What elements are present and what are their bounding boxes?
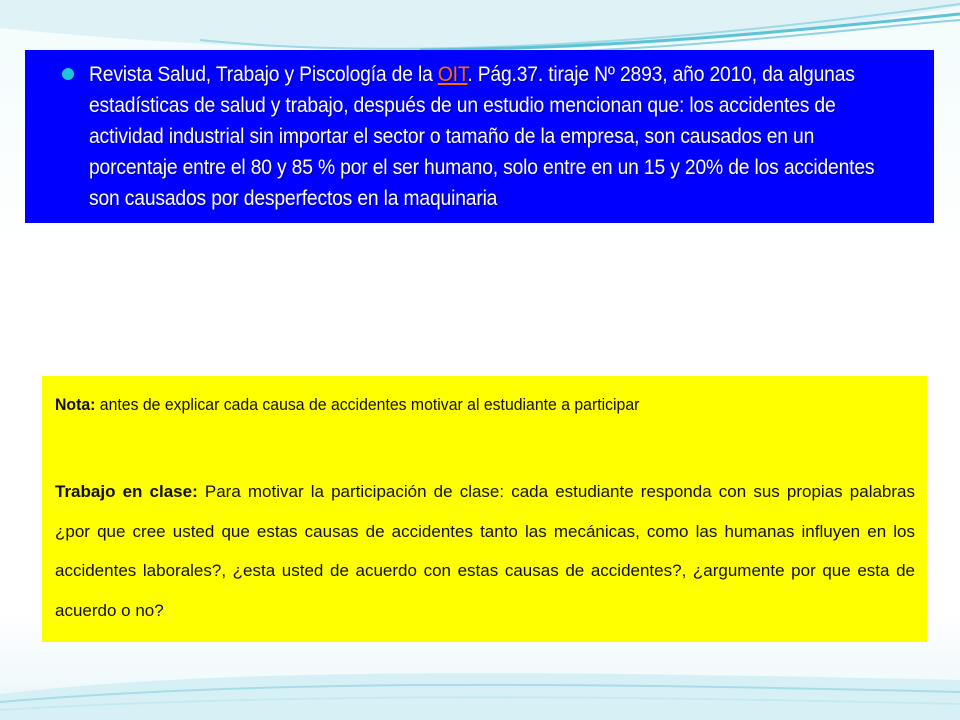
- citation-paragraph: [89, 59, 899, 214]
- nota-label: Nota:: [55, 395, 96, 414]
- oit-link[interactable]: OIT: [437, 63, 468, 86]
- citation-text-rest: . Pág.37. tiraje Nº 2893, año 2010, da algunas estadísticas de salud y trabajo, después de un estudio mencionan que: los accidentes de actividad industrial sin importar el sector o tamaño de la empresa, son causados en un porcentaje entre el 80 y 85 % por el ser humano, solo entre en un 15 y 20% de los accidentes son causados por desperfectos en la maquinaria: [89, 63, 875, 210]
- trabajo-label: Trabajo en clase:: [55, 482, 198, 501]
- trabajo-text: Para motivar la participación de clase: cada estudiante responda con sus propias palabras ¿por que cree usted que estas causas de accidentes tanto las mecánicas, como las humanas influyen en los accidentes laborales?, ¿esta usted de acuerdo con estas causas de accidentes?, ¿argumente por que esta de acuerdo o no?: [55, 482, 915, 620]
- bullet-icon: [62, 68, 74, 80]
- nota-text: antes de explicar cada causa de accidentes motivar al estudiante a participar: [95, 395, 640, 414]
- note-box: [42, 376, 927, 642]
- bottom-swoosh-decoration: [0, 640, 960, 720]
- nota-paragraph: [55, 390, 911, 420]
- citation-text-start: Revista Salud, Trabajo y Piscología de la: [89, 63, 438, 86]
- trabajo-paragraph: [55, 472, 915, 630]
- citation-box: [25, 50, 934, 223]
